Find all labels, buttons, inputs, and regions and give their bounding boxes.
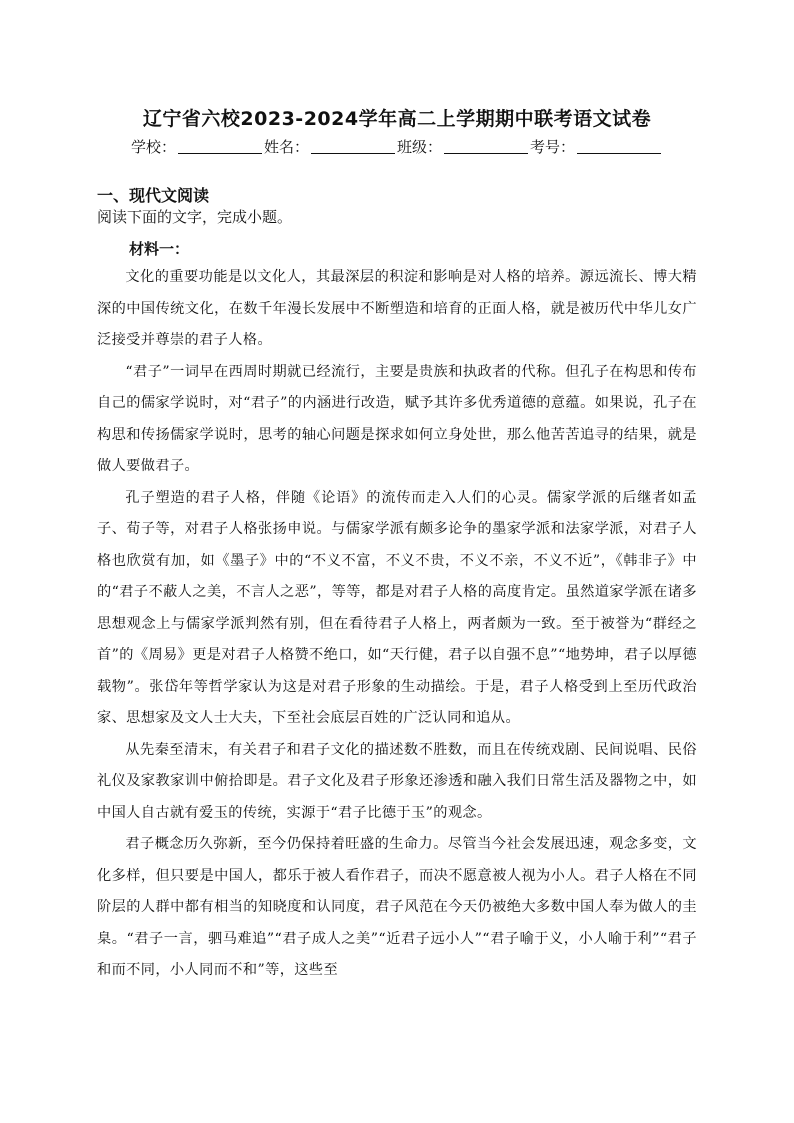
exam-number-label: 考号：: [530, 138, 576, 156]
paragraph: 文化的重要功能是以文化人，其最深层的积淀和影响是对人格的培养。源远流长、博大精深的中国传统文化，在数千年漫长发展中不断塑造和培育的正面人格，就是被历代中华儿女广泛接受并尊崇的君子人格。: [97, 269, 697, 348]
material-label: 材料一：: [129, 240, 190, 258]
school-blank: [178, 139, 262, 154]
exam-number-blank: [577, 139, 661, 154]
name-blank: [311, 139, 395, 154]
class-label: 班级：: [397, 138, 443, 156]
instruction-text: 阅读下面的文字，完成小题。: [97, 208, 293, 226]
student-info-line: [0, 136, 794, 157]
exam-title: 辽宁省六校2023-2024学年高二上学期期中联考语文试卷: [142, 108, 652, 130]
section-heading: 一、现代文阅读: [97, 186, 210, 205]
school-label: 学校：: [130, 138, 176, 156]
paragraph: 君子概念历久弥新，至今仍保持着旺盛的生命力。尽管当今社会发展迅速，观念多变，文化多样，但只要是中国人，都乐于被人看作君子，而决不愿意被人视为小人。君子人格在不同阶层的人群中都有相当的知晓度和认同度，君子风范在今天仍被绝大多数中国人奉为做人的圭臬。“君子一言，驷马难追”“君子成人之美”“近君子远小人”“君子喻于义，小人喻于利”“君子和而不同，小人同而不和”等，这些至: [97, 836, 697, 978]
paragraph: “君子”一词早在西周时期就已经流行，主要是贵族和执政者的代称。但孔子在构思和传布自己的儒家学说时，对“君子”的内涵进行改造，赋予其许多优秀道德的意蕴。如果说，孔子在构思和传扬儒家学说时，思考的轴心问题是探求如何立身处世，那么他苦苦追寻的结果，就是做人要做君子。: [97, 363, 697, 474]
class-blank: [444, 139, 528, 154]
name-label: 姓名：: [263, 138, 309, 156]
paragraph: 从先秦至清末，有关君子和君子文化的描述数不胜数，而且在传统戏剧、民间说唱、民俗礼仪及家教家训中俯拾即是。君子文化及君子形象还渗透和融入我们日常生活及器物之中，如中国人自古就有爱玉的传统，实源于“君子比德于玉”的观念。: [97, 741, 697, 821]
passage-body: [97, 262, 697, 987]
paragraph: 孔子塑造的君子人格，伴随《论语》的流传而走入人们的心灵。儒家学派的后继者如孟子、荀子等，对君子人格张扬申说。与儒家学派有颇多论争的墨家学派和法家学派，对君子人格也欣赏有加，如《墨子》中的“不义不富，不义不贵，不义不亲，不义不近”，《韩非子》中的“君子不蔽人之美，不言人之恶”，等等，都是对君子人格的高度肯定。虽然道家学派在诸多思想观念上与儒家学派判然有别，但在看待君子人格上，两者颇为一致。至于被誉为“群经之首”的《周易》更是对君子人格赞不绝口，如“天行健，君子以自强不息”“地势坤，君子以厚德载物”。张岱年等哲学家认为这是对君子形象的生动描绘。于是，君子人格受到上至历代政治家、思想家及文人士大夫，下至社会底层百姓的广泛认同和追从。: [97, 489, 697, 726]
